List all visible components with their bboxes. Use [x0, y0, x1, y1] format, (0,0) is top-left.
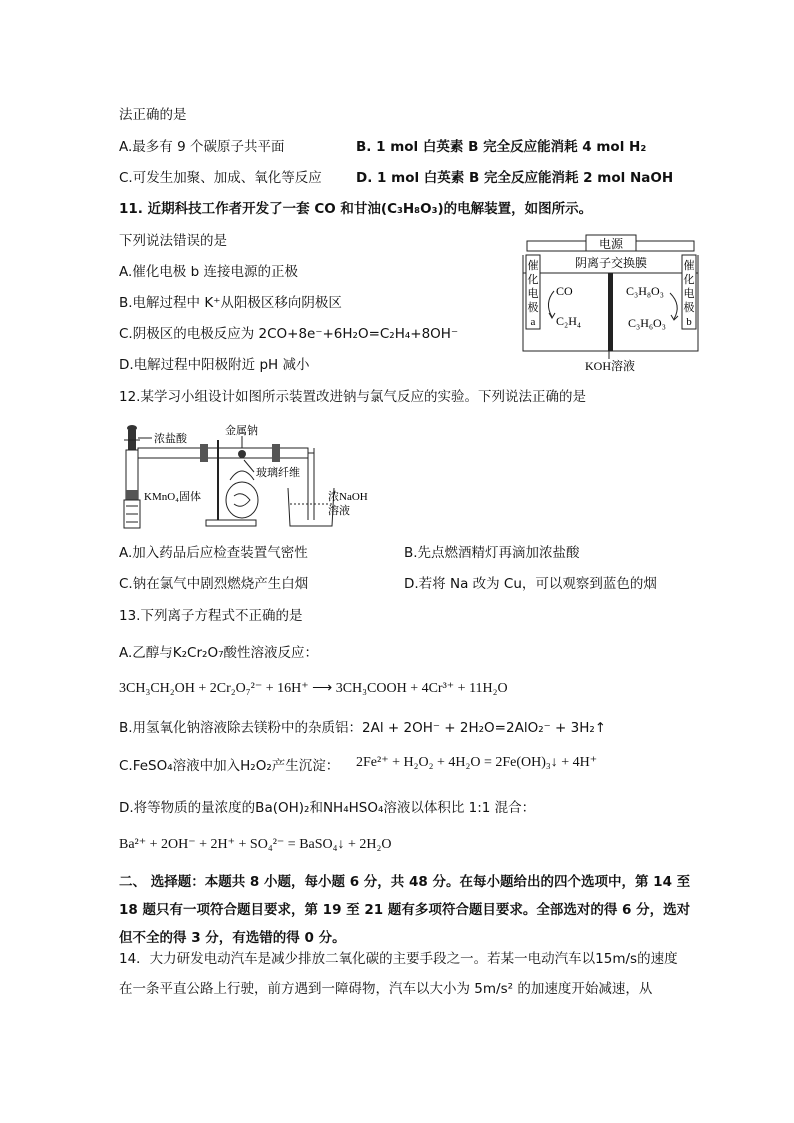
- q13-option-b: B.用氢氧化钠溶液除去镁粉中的杂质铝：2Al + 2OH⁻ + 2H₂O=2AlO₂⁻ + 3H₂↑: [119, 720, 607, 736]
- electrode-b-char-2: 化: [683, 274, 695, 286]
- c2h4-label: C₂H₄: [556, 314, 582, 328]
- electrolysis-diagram: [518, 233, 703, 373]
- q11-option-b: B.电解过程中 K⁺从阳极区移向阴极区: [119, 295, 342, 311]
- naoh-label-1: 浓NaOH: [328, 491, 368, 503]
- electrode-a-char-3: 电: [527, 288, 539, 300]
- kmno4-label: KMnO₄固体: [144, 491, 202, 503]
- q10-option-c: C.可发生加聚、加成、氧化等反应: [119, 170, 322, 186]
- q11-stem: 11. 近期科技工作者开发了一套 CO 和甘油(C₃H₈O₃)的电解装置，如图所示。: [119, 201, 593, 217]
- q13-option-d-label: D.将等物质的量浓度的Ba(OH)₂和NH₄HSO₄溶液以体积比 1:1 混合：: [119, 800, 536, 816]
- electrode-a-char-5: a: [530, 316, 536, 328]
- q11-option-c: C.阴极区的电极反应为 2CO+8e⁻+6H₂O=C₂H₄+8OH⁻: [119, 326, 459, 342]
- product-label: C₃H₆O₃: [628, 316, 666, 330]
- q11-option-d: D.电解过程中阳极附近 pH 减小: [119, 357, 310, 373]
- q11-ask: 下列说法错误的是: [119, 233, 227, 249]
- electrode-b-char-3: 电: [683, 288, 695, 300]
- membrane-label: 阴离子交换膜: [574, 256, 648, 270]
- q12-option-a: A.加入药品后应检查装置气密性: [119, 545, 308, 561]
- q10-option-a: A.最多有 9 个碳原子共平面: [119, 139, 285, 155]
- co-label: CO: [556, 284, 573, 298]
- q14-stem: 14．大力研发电动汽车是减少排放二氧化碳的主要手段之一。若某一电动汽车以15m/s的速度在一条平直公路上行驶，前方遇到一障碍物，汽车以大小为 5m/s² 的加速度开始减速，从: [119, 951, 678, 997]
- electrode-a-char-2: 化: [527, 274, 539, 286]
- q13-option-c-equation: 2Fe²⁺ + H₂O₂ + 4H₂O = 2Fe(OH)₃↓ + 4H⁺: [356, 755, 598, 770]
- electrode-b-char-5: b: [686, 316, 692, 328]
- section-2-instructions: 二、 选择题：本题共 8 小题，每小题 6 分，共 48 分。在每小题给出的四个选项中，第 14 至 18 题只有一项符合题目要求，第 19 至 21 题有多项符合题目要求。全部选对的得 6 分，选对但不全的得 3 分，有选错的得 0 分。: [119, 874, 691, 946]
- q11-option-a: A.催化电极 b 连接电源的正极: [119, 264, 298, 280]
- q13-option-d-equation: Ba²⁺ + 2OH⁻ + 2H⁺ + SO₄²⁻ = BaSO₄↓ + 2H₂O: [119, 837, 392, 852]
- electrode-a-char-4: 极: [527, 302, 539, 314]
- q12-option-c: C.钠在氯气中剧烈燃烧产生白烟: [119, 576, 309, 592]
- electrode-b-char-1: 催: [683, 260, 695, 272]
- q13-stem: 13.下列离子方程式不正确的是: [119, 608, 303, 624]
- q10-option-d: D. 1 mol 白英素 B 完全反应能消耗 2 mol NaOH: [356, 170, 674, 186]
- naoh-label-2: 溶液: [328, 505, 350, 517]
- power-source-label: 电源: [598, 237, 624, 251]
- electrode-b-char-4: 极: [683, 302, 695, 314]
- q13-option-a-equation: 3CH₃CH₂OH + 2Cr₂O₇²⁻ + 16H⁺ ⟶ 3CH₃COOH + 4Cr³⁺ + 11H₂O: [119, 681, 508, 696]
- sodium-label: 金属钠: [225, 425, 258, 437]
- q12-option-b: B.先点燃酒精灯再滴加浓盐酸: [404, 545, 580, 561]
- q13-option-a-label: A.乙醇与K₂Cr₂O₇酸性溶液反应：: [119, 645, 318, 661]
- q13-option-c-label: C.FeSO₄溶液中加入H₂O₂产生沉淀：: [119, 758, 340, 774]
- q12-stem: 12.某学习小组设计如图所示装置改进钠与氯气反应的实验。下列说法正确的是: [119, 389, 586, 405]
- q10-option-b: B. 1 mol 白英素 B 完全反应能消耗 4 mol H₂: [356, 139, 647, 155]
- koh-label: KOH溶液: [585, 359, 635, 373]
- glycerol-label: C₃H₈O₃: [626, 284, 664, 298]
- q10-stem-tail: 法正确的是: [119, 107, 187, 123]
- q12-option-d: D.若将 Na 改为 Cu，可以观察到蓝色的烟: [404, 576, 657, 592]
- hcl-label: 浓盐酸: [154, 433, 187, 445]
- glass-fiber-label: 玻璃纤维: [256, 467, 300, 479]
- chlorine-sodium-apparatus: [118, 420, 378, 530]
- electrode-a-char-1: 催: [527, 260, 539, 272]
